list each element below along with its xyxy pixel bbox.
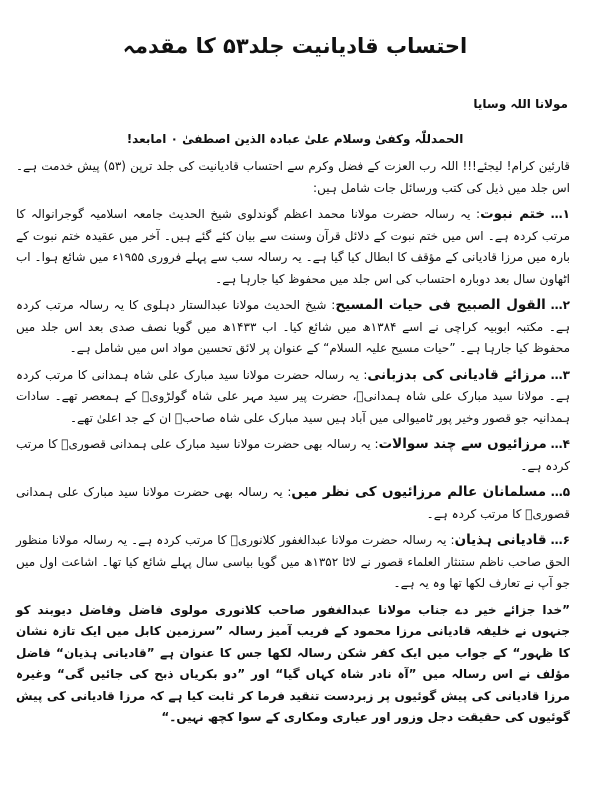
item-number: ۴… [550,437,570,451]
item-text: : شیخ الحدیث مولانا عبدالستار دہلوی کا یہ رسالہ مرتب کردہ ہے۔ مکتبہ ابوبیہ کراچی نے اسے ۱۳۸۴ھ میں شائع کیا۔ اب ۱۴۳۳ھ میں گویا نصف صدی بعد اس جلد میں محفوظ کیا جارہا ہے۔ ”حیات مسیح علیہ السلام“ کے عنوان پر لائق تحسین مواد اس میں شامل ہے۔ [16,298,570,355]
list-item [16,482,570,525]
item-heading: مسلمانان عالم مرزائیوں کی نظر میں [291,484,547,500]
opening-line: الحمدللّٰہ وکفیٰ وسلام علیٰ عبادہ الذین اصطفیٰ ۰ امابعد! [126,132,464,146]
item-heading: مرزائیوں سے چند سوالات [378,436,547,452]
item-heading: مرزائے قادیانی کی بدزبانی [367,366,547,383]
author-name: مولانا اللہ وسایا [473,97,568,111]
item-number: ۵… [550,485,571,499]
item-number: ۲… [550,298,570,312]
item-heading: ختم نبوت [480,206,546,222]
list-item [16,365,570,430]
item-number: ۳… [550,367,570,382]
item-text: : یہ رسالہ بھی حضرت مولانا سید مبارک علی ہمدانی قصوریؒ کا مرتب کردہ ہے۔ [16,437,570,473]
page-title: احتساب قادیانیت جلد۵۳ کا مقدمہ [122,34,468,58]
item-number: ۶… [550,533,570,547]
document-body [16,156,570,729]
list-item [16,530,570,595]
list-item [16,295,570,360]
list-item [16,434,570,477]
item-heading: قادیانی ہذیان [454,532,547,548]
item-text: : یہ رسالہ حضرت مولانا محمد اعظم گوندلوی شیخ الحدیث جامعہ اسلامیہ گوجرانوالہ کا مرتب کردہ ہے۔ اس میں ختم نبوت کے دلائل قرآن وسنت سے بیان کئے گئے ہیں۔ آخر میں عقیدہ ختم نبوت کے بارہ میں مرزا قادیانی کے مؤقف کا ابطال کیا گیا ہے۔ یہ رسالہ سب سے پہلے فروری ۱۹۵۵ء میں شائع ہوا۔ اب اٹھاون سال بعد دوبارہ احتساب کی اس جلد میں محفوظ کیا جارہا ہے۔ [16,207,570,286]
item-text: : یہ رسالہ حضرت مولانا سید مبارک علی شاہ ہمدانی کا مرتب کردہ ہے۔ مولانا سید مبارک علی شاہ ہمدانیؒ، حضرت پیر سید مہر علی شاہ گولڑویؒ کے ہمعصر تھے۔ سادات ہمدانیہ جو قصور وخیر پور ٹامیوالی میں آباد ہیں سید مبارک علی شاہ صاحبؒ ان کے جد اعلیٰ تھے۔ [16,367,570,425]
item-text: : یہ رسالہ حضرت مولانا عبدالغفور کلانوریؒ کا مرتب کردہ ہے۔ یہ رسالہ مولانا منظور الحق صاحب ناظم ستنثار العلماء قصور نے لاٹا ۱۳۵۲ھ میں گویا بیاسی سال پہلے شائع کیا تھا۔ اشاعت اول میں جو آپ نے تعارف لکھا تھا وہ یہ ہے۔ [16,533,570,590]
intro-paragraph: قارئین کرام! لیجئے!!! اللہ رب العزت کے فضل وکرم سے احتساب قادیانیت کی جلد ترپن (۵۳) پیش خدمت ہے۔ اس جلد میں ذیل کی کتب ورسائل جات شامل ہیں: [16,159,571,195]
item-text: : یہ رسالہ بھی حضرت مولانا سید مبارک علی ہمدانی قصوریؒ کا مرتب کردہ ہے۔ [16,485,570,521]
item-number: ۱… [550,207,570,221]
list-item [16,204,570,290]
quote-paragraph: ”خدا جزائے خیر دے جناب مولانا عبدالغفور صاحب کلانوری مولوی فاضل وفاضل دیوبند کو جنہوں نے خلیفہ قادیانی مرزا محمود کے فریب آمیز رسالہ ”سرزمین کابل میں ایک تازہ نشان کا ظہور“ کے جواب میں ایک کفر شکن رسالہ لکھا جس کا عنوان ہے ”قادیانی ہذیان“ فاضل مؤلف نے اس رسالہ میں ”آہ نادر شاہ کہاں گیا“ اور ”دو بکریاں ذبح کی جائیں گی“ وغیرہ مرزا قادیانی کی پیش گوئیوں پر زبردست تنقید فرما کر ثابت کیا ہے کہ مرزا قادیانی کی پیش گوئیوں کی حقیقت دجل وزور اور عیاری ومکاری کے سوا کچھ نہیں۔“ [16,602,570,724]
item-heading: القول الصبیح فی حیات المسیح [335,297,546,313]
